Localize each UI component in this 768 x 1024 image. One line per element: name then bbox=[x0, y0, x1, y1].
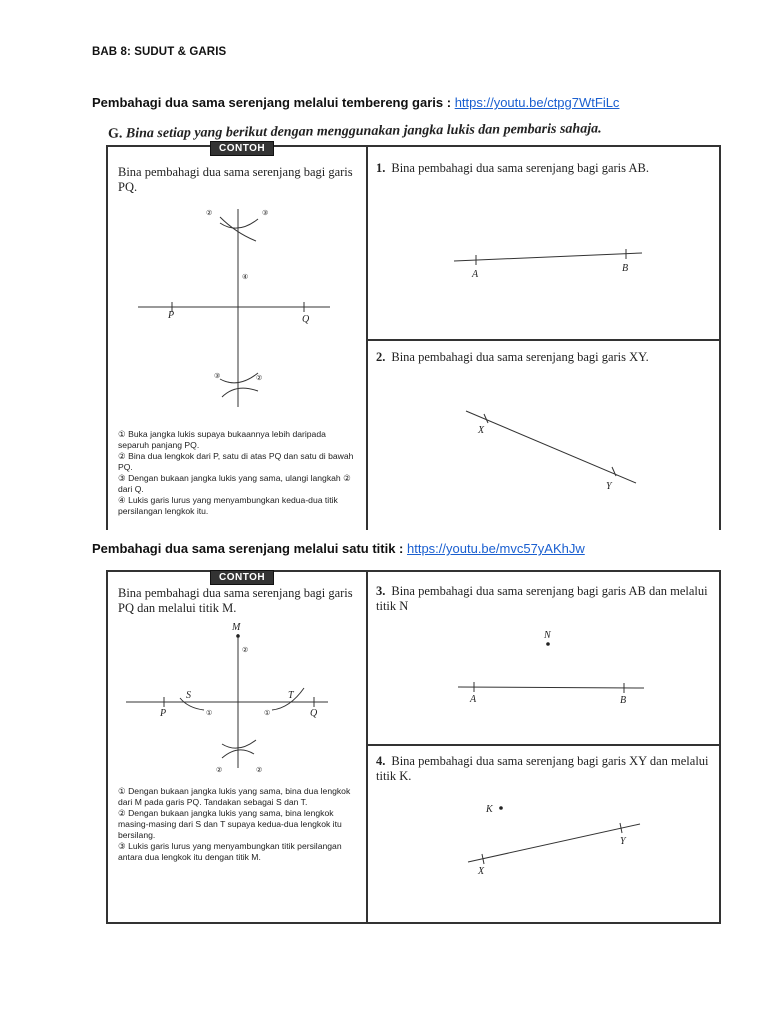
step-mark-2-top: ② bbox=[242, 646, 249, 654]
label-p-2: P bbox=[160, 708, 167, 719]
step-4: ④ Lukis garis lurus yang menyambungkan kedua-dua titik persilangan lengkok itu. bbox=[118, 495, 338, 516]
example-badge: CONTOH bbox=[210, 141, 274, 156]
segment-ab bbox=[454, 253, 642, 261]
step-2-1: ① Dengan bukaan jangka lukis yang sama, bina dua lengkok dari M pada garis PQ. Tandakan sebagai S dan T. bbox=[118, 786, 351, 807]
step-1: ① Buka jangka lukis supaya bukaannya lebih daripada separuh panjang PQ. bbox=[118, 429, 326, 450]
label-b-2: B bbox=[620, 695, 627, 706]
question-1-number: 1. bbox=[376, 161, 386, 175]
label-b: B bbox=[622, 263, 629, 274]
question-4-number: 4. bbox=[376, 754, 386, 768]
instruction-letter: G. bbox=[108, 126, 123, 142]
label-x: X bbox=[478, 425, 485, 436]
arc-lower-2 bbox=[222, 388, 258, 397]
segment-ab-2 bbox=[458, 687, 644, 688]
step-mark-2: ② bbox=[206, 209, 213, 217]
question-4-diagram bbox=[368, 746, 718, 922]
step-mark-3: ③ bbox=[262, 209, 269, 217]
label-n: N bbox=[544, 630, 551, 641]
label-p: P bbox=[168, 310, 175, 321]
question-3-number: 3. bbox=[376, 584, 386, 598]
label-k: K bbox=[486, 804, 493, 815]
step-2: ② Bina dua lengkok dari P, satu di atas PQ dan satu di bawah PQ. bbox=[118, 451, 354, 472]
label-a: A bbox=[472, 269, 479, 280]
chapter-title: BAB 8: SUDUT & GARIS bbox=[92, 46, 227, 58]
question-3-diagram bbox=[368, 572, 718, 742]
label-q: Q bbox=[302, 314, 310, 325]
segment-xy-2 bbox=[468, 824, 640, 862]
label-m: M bbox=[232, 622, 241, 633]
example-prompt: Bina pembahagi dua sama serenjang bagi garis PQ. bbox=[118, 165, 353, 194]
tick-y bbox=[612, 467, 616, 476]
label-y-2: Y bbox=[620, 836, 626, 847]
point-n bbox=[546, 642, 550, 646]
label-x-2: X bbox=[478, 866, 485, 877]
step-2-3: ③ Lukis garis lurus yang menyambungkan titik persilangan antara dua lengkok itu dengan titik M. bbox=[118, 841, 342, 862]
arc-lower-a bbox=[222, 740, 256, 748]
section2-heading bbox=[92, 541, 585, 556]
step-3: ③ Dengan bukaan jangka lukis yang sama, ulangi langkah ② dari Q. bbox=[118, 473, 351, 494]
label-t: T bbox=[288, 690, 294, 701]
question-1-text: Bina pembahagi dua sama serenjang bagi garis AB. bbox=[391, 161, 649, 175]
step-mark-3-lower: ③ bbox=[214, 372, 221, 380]
example-steps bbox=[118, 429, 358, 517]
section2-video-link[interactable]: https://youtu.be/mvc57yAKhJw bbox=[407, 541, 585, 556]
step-2-2: ② Dengan bukaan jangka lukis yang sama, bina lengkok masing-masing dari S dan T supaya kedua-dua lengkok itu bersilang. bbox=[118, 808, 342, 840]
example-construction-diagram-2 bbox=[108, 572, 366, 782]
example-construction-diagram bbox=[108, 147, 366, 417]
worksheet-1 bbox=[106, 145, 721, 530]
arc-s bbox=[180, 698, 204, 710]
question-4-text: Bina pembahagi dua sama serenjang bagi garis XY dan melalui titik K. bbox=[376, 754, 709, 783]
section1-heading bbox=[92, 95, 619, 110]
step-mark-2-lower-right: ② bbox=[256, 766, 263, 774]
step-mark-2-lower: ② bbox=[256, 374, 263, 382]
worksheet-instruction bbox=[108, 121, 602, 142]
question-3-text: Bina pembahagi dua sama serenjang bagi garis AB dan melalui titik N bbox=[376, 584, 708, 613]
example-badge-2: CONTOH bbox=[210, 570, 274, 585]
arc-lower-1 bbox=[220, 373, 258, 383]
worksheet-2 bbox=[106, 570, 721, 924]
step-mark-1-right: ① bbox=[264, 709, 271, 717]
example-steps-2 bbox=[118, 786, 358, 863]
label-y: Y bbox=[606, 481, 612, 492]
segment-xy bbox=[466, 411, 636, 483]
question-2-text: Bina pembahagi dua sama serenjang bagi garis XY. bbox=[391, 350, 649, 364]
section1-heading-text: Pembahagi dua sama serenjang melalui tembereng garis : bbox=[92, 95, 455, 110]
question-2-number: 2. bbox=[376, 350, 386, 364]
label-q-2: Q bbox=[310, 708, 318, 719]
question-2-diagram bbox=[368, 341, 718, 531]
point-m bbox=[236, 634, 240, 638]
example-prompt-2: Bina pembahagi dua sama serenjang bagi garis PQ dan melalui titik M. bbox=[118, 586, 353, 615]
label-s: S bbox=[186, 690, 191, 701]
step-mark-4: ④ bbox=[242, 273, 249, 281]
step-mark-2-lower-left: ② bbox=[216, 766, 223, 774]
arc-upper-1 bbox=[220, 219, 258, 228]
section2-heading-text: Pembahagi dua sama serenjang melalui satu titik : bbox=[92, 541, 407, 556]
label-a-2: A bbox=[470, 694, 477, 705]
step-mark-1-left: ① bbox=[206, 709, 213, 717]
question-1-diagram bbox=[368, 147, 718, 337]
point-k bbox=[499, 806, 503, 810]
instruction-text: Bina setiap yang berikut dengan menggunakan jangka lukis dan pembaris sahaja. bbox=[125, 121, 602, 142]
section1-video-link[interactable]: https://youtu.be/ctpg7WtFiLc bbox=[454, 95, 620, 110]
